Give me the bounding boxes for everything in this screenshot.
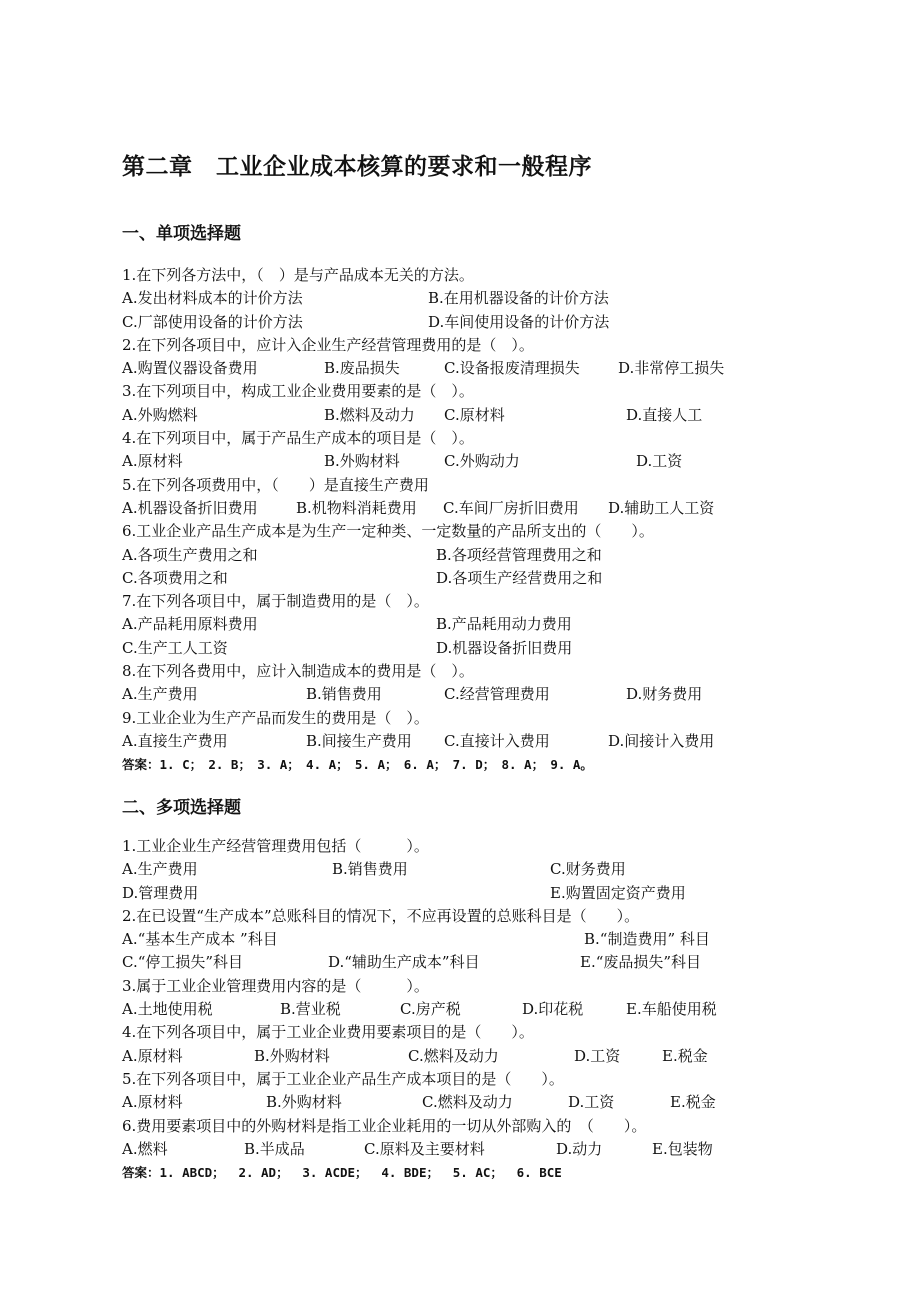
question-stem: 4.在下列项目中，属于产品生产成本的项目是（ ）。 bbox=[122, 429, 474, 448]
option: A.外购燃料 bbox=[122, 405, 198, 424]
option: D.财务费用 bbox=[626, 685, 703, 704]
option: A.发出材料成本的计价方法 bbox=[122, 289, 303, 308]
option: D.非常停工损失 bbox=[618, 359, 725, 378]
option: A.各项生产费用之和 bbox=[122, 545, 258, 564]
option: A.原材料 bbox=[122, 452, 183, 471]
option: B.外购材料 bbox=[324, 452, 400, 471]
option-row bbox=[122, 613, 762, 636]
option-row bbox=[122, 404, 762, 427]
question-stem: 4.在下列各项目中，属于工业企业费用要素项目的是（ ）。 bbox=[122, 1023, 534, 1042]
question-stem: 5.在下列各项目中，属于工业企业产品生产成本项目的是（ ）。 bbox=[122, 1069, 564, 1088]
option: A.原材料 bbox=[122, 1046, 183, 1065]
question-stem: 3.在下列项目中，构成工业企业费用要素的是（ ）。 bbox=[122, 382, 474, 401]
option: C.燃料及动力 bbox=[408, 1046, 499, 1065]
option: C.房产税 bbox=[400, 1000, 461, 1019]
option-row bbox=[122, 497, 762, 520]
option: D.工资 bbox=[636, 452, 683, 471]
option: A.产品耗用原料费用 bbox=[122, 615, 258, 634]
answer-key: 答案：1. ABCD； 2. AD； 3. ACDE； 4. BDE； 5. AC； 6. BCE bbox=[122, 1165, 562, 1181]
option: B.外购材料 bbox=[254, 1046, 330, 1065]
option: A.生产费用 bbox=[122, 685, 198, 704]
option: D.动力 bbox=[556, 1139, 603, 1158]
option: E.“废品损失”科目 bbox=[580, 953, 702, 972]
option: D.各项生产经营费用之和 bbox=[436, 568, 603, 587]
option: B.机物料消耗费用 bbox=[296, 498, 417, 517]
option: A.机器设备折旧费用 bbox=[122, 498, 258, 517]
option: B.在用机器设备的计价方法 bbox=[428, 289, 609, 308]
option: C.生产工人工资 bbox=[122, 638, 228, 657]
single-choice-questions bbox=[122, 264, 762, 777]
option: D.工资 bbox=[568, 1093, 615, 1112]
option: A.生产费用 bbox=[122, 860, 198, 879]
option: C.燃料及动力 bbox=[422, 1093, 513, 1112]
option: B.间接生产费用 bbox=[306, 731, 412, 750]
option: D.车间使用设备的计价方法 bbox=[428, 312, 610, 331]
option: D.直接人工 bbox=[626, 405, 703, 424]
option: D.管理费用 bbox=[122, 883, 199, 902]
question-stem: 1.工业企业生产经营管理费用包括（ ）。 bbox=[122, 837, 429, 855]
question-stem: 2.在下列各项目中，应计入企业生产经营管理费用的是（ ）。 bbox=[122, 335, 534, 354]
option: B.营业税 bbox=[280, 1000, 341, 1019]
option-row bbox=[122, 567, 762, 590]
option: C.车间厂房折旧费用 bbox=[443, 498, 579, 517]
option: E.税金 bbox=[670, 1093, 716, 1112]
option-row bbox=[122, 730, 762, 753]
option: C.经营管理费用 bbox=[444, 685, 550, 704]
option: B.外购材料 bbox=[266, 1093, 342, 1112]
question-stem: 2.在已设置“生产成本”总账科目的情况下，不应再设置的总账科目是（ ）。 bbox=[122, 906, 640, 925]
option: B.各项经营管理费用之和 bbox=[436, 545, 602, 564]
question-stem: 9.工业企业为生产产品而发生的费用是（ ）。 bbox=[122, 708, 429, 727]
option: C.财务费用 bbox=[550, 860, 626, 879]
option-row bbox=[122, 998, 762, 1021]
option-row bbox=[122, 450, 762, 473]
option: C.设备报废清理损失 bbox=[444, 359, 580, 378]
option: E.车船使用税 bbox=[626, 1000, 717, 1019]
option: A.“基本生产成本 ”科目 bbox=[122, 930, 278, 949]
section-heading-single-choice: 一、单项选择题 bbox=[122, 224, 241, 244]
option: B.销售费用 bbox=[306, 685, 382, 704]
option-row bbox=[122, 637, 762, 660]
option: C.直接计入费用 bbox=[444, 731, 550, 750]
option: D.间接计入费用 bbox=[608, 731, 715, 750]
option: A.直接生产费用 bbox=[122, 731, 228, 750]
question-stem: 3.属于工业企业管理费用内容的是（ ）。 bbox=[122, 976, 429, 995]
option: B.“制造费用” 科目 bbox=[584, 930, 710, 949]
option-row bbox=[122, 1091, 762, 1114]
option-row bbox=[122, 951, 762, 974]
option-row bbox=[122, 311, 762, 334]
option: B.燃料及动力 bbox=[324, 405, 415, 424]
option: C.原材料 bbox=[444, 405, 505, 424]
option: A.原材料 bbox=[122, 1093, 183, 1112]
option-row bbox=[122, 858, 762, 881]
option: A.土地使用税 bbox=[122, 1000, 213, 1019]
section-heading-multiple-choice: 二、多项选择题 bbox=[122, 798, 241, 818]
option: D.“辅助生产成本”科目 bbox=[328, 953, 480, 972]
option: C.原料及主要材料 bbox=[364, 1139, 485, 1158]
question-stem: 6.费用要素项目中的外购材料是指工业企业耗用的一切从外部购入的 （ ）。 bbox=[122, 1116, 647, 1135]
option: C.厂部使用设备的计价方法 bbox=[122, 312, 303, 331]
question-stem: 8.在下列各费用中，应计入制造成本的费用是（ ）。 bbox=[122, 662, 474, 681]
option: E.税金 bbox=[662, 1046, 708, 1065]
option-row bbox=[122, 882, 762, 905]
question-stem: 5.在下列各项费用中，（ ）是直接生产费用 bbox=[122, 475, 429, 494]
option: D.工资 bbox=[574, 1046, 621, 1065]
option-row bbox=[122, 287, 762, 310]
option: D.辅助工人工资 bbox=[608, 498, 715, 517]
option: C.“停工损失”科目 bbox=[122, 953, 244, 972]
option: C.外购动力 bbox=[444, 452, 520, 471]
option: A.购置仪器设备费用 bbox=[122, 359, 258, 378]
option: B.销售费用 bbox=[332, 860, 408, 879]
option: B.半成品 bbox=[244, 1139, 305, 1158]
question-stem: 6.工业企业产品生产成本是为生产一定种类、一定数量的产品所支出的（ ）。 bbox=[122, 522, 654, 541]
option: B.产品耗用动力费用 bbox=[436, 615, 572, 634]
option-row bbox=[122, 544, 762, 567]
option: E.购置固定资产费用 bbox=[550, 883, 686, 902]
option: D.印花税 bbox=[522, 1000, 584, 1019]
option: C.各项费用之和 bbox=[122, 568, 228, 587]
option-row bbox=[122, 1138, 762, 1161]
option-row bbox=[122, 683, 762, 706]
option: E.包装物 bbox=[652, 1139, 713, 1158]
option-row bbox=[122, 928, 762, 951]
multiple-choice-questions bbox=[122, 835, 762, 1184]
option: B.废品损失 bbox=[324, 359, 400, 378]
option-row bbox=[122, 1045, 762, 1068]
answer-key: 答案：1. C； 2. B； 3. A； 4. A； 5. A； 6. A； 7. D； 8. A； 9. A。 bbox=[122, 757, 593, 773]
option: A.燃料 bbox=[122, 1139, 168, 1158]
option: D.机器设备折旧费用 bbox=[436, 638, 573, 657]
question-stem: 7.在下列各项目中，属于制造费用的是（ ）。 bbox=[122, 592, 429, 611]
option-row bbox=[122, 357, 762, 380]
question-stem: 1.在下列各方法中，（ ）是与产品成本无关的方法。 bbox=[122, 266, 474, 284]
chapter-title: 第二章 工业企业成本核算的要求和一般程序 bbox=[122, 154, 592, 180]
